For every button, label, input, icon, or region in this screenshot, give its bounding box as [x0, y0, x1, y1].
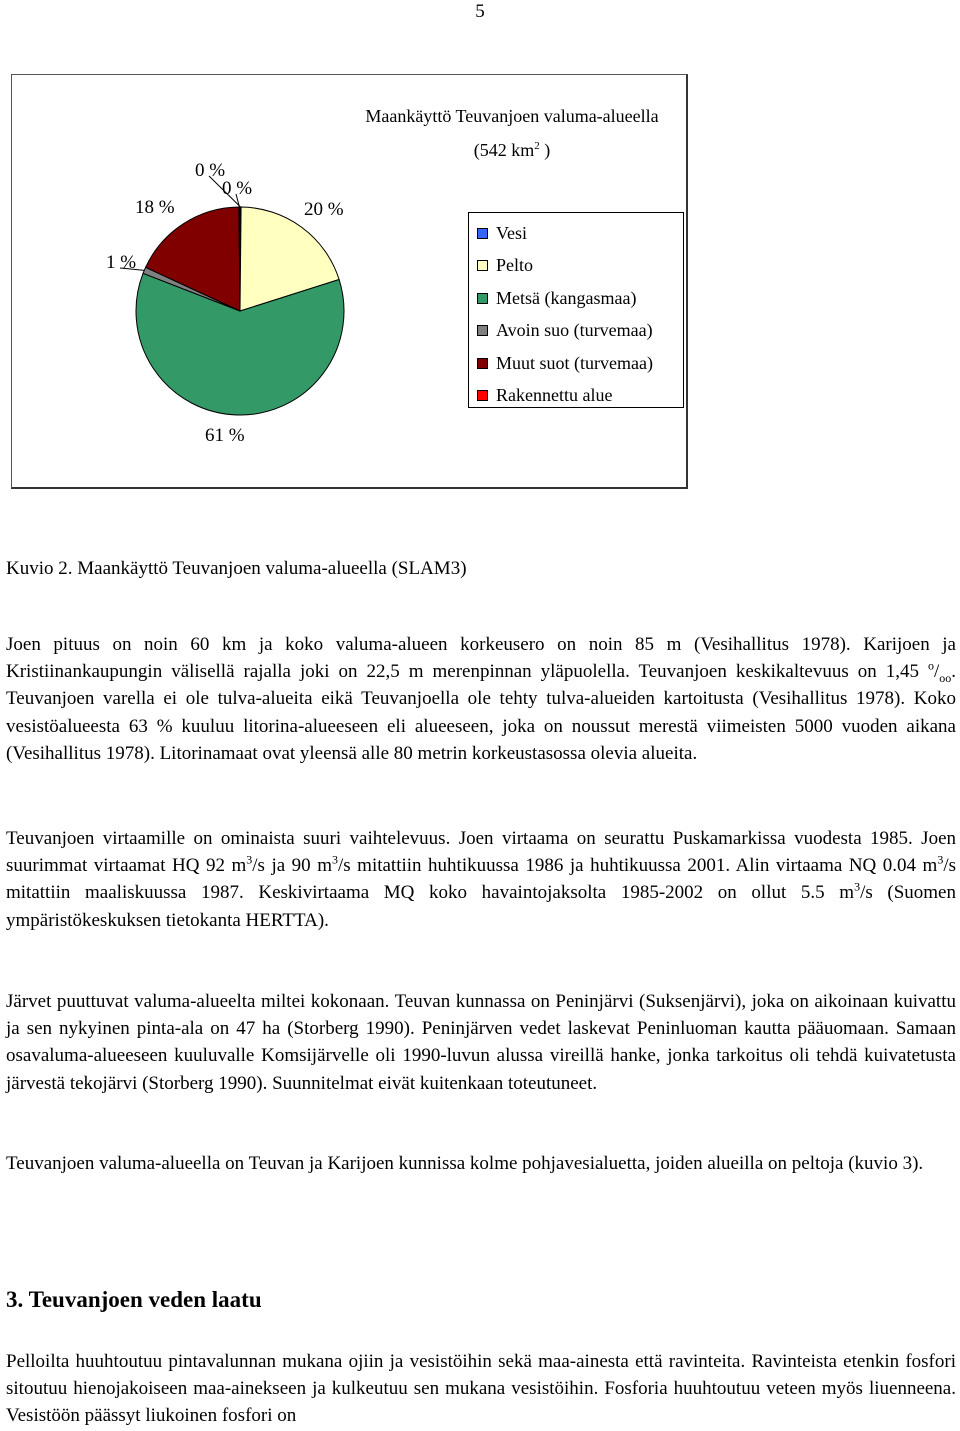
legend-label-5: Muut suot (turvemaa)	[496, 352, 653, 373]
section-heading: 3. Teuvanjoen veden laatu	[6, 1287, 262, 1312]
legend-swatch-3	[477, 293, 488, 304]
legend-label-3: Metsä (kangasmaa)	[496, 287, 637, 308]
paragraph-nutrients: Pelloilta huuhtoutuu pintavalunnan mukana ojiin ja vesistöihin sekä maa-ainesta että ravinteita. Ravinteista etenkin fosfori sitoutuu hienojakoiseen maa-ainekseen ja kulkeutuu sen mukana vesistöihin. Fosforia huuhtoutuu veteen myös liuenneena. Vesistöön päässyt liukoinen fosfori on	[6, 1351, 956, 1427]
legend-item-3	[477, 287, 636, 309]
legend-item-2	[477, 255, 533, 277]
pie-label-1: 0 %	[195, 160, 226, 181]
legend-item-5	[477, 352, 653, 374]
pie-label-2: 20 %	[304, 199, 344, 220]
legend-swatch-6	[477, 390, 488, 401]
p2-text-b: /s ja 90 m	[252, 855, 332, 877]
p1-sub: oo	[939, 671, 952, 685]
paragraph-lakes: Järvet puuttuvat valuma-alueelta miltei kokonaan. Teuvan kunnassa on Peninjärvi (Suksenjärvi), joka on aikoinaan kuivattu ja sen nykyinen pinta-ala on 47 ha (Storberg 1990). Peninjärven vedet laskevat Peninluoman kautta pääuomaan. Samaan osavaluma-alueeseen kuuluvalle Komsijärvelle oli 1990-luvun alussa vireillä hanke, jonka tarkoitus oli tehdä kuivatetusta järvestä tekojärvi (Storberg 1990). Suunnitelmat eivät kuitenkaan toteutuneet.	[6, 991, 956, 1094]
p2-text-d: /s mitattiin maaliskuussa 1987. Keskivirtaama MQ koko havaintojaksolta 1985-2002 on ollut 5.5 m	[6, 855, 957, 904]
pie-label-6: 0 %	[222, 178, 253, 199]
page-number: 5	[475, 1, 485, 22]
p1-text-a: Joen pituus on noin 60 km ja koko valuma-alueen korkeusero on noin 85 m (Vesihallitus 1978). Karijoen ja Kristiinankaupungin välisellä rajalla joki on 22,5 m merenpinnan yläpuolella. Teuvanjoen keskikaltevuus on 1,45	[6, 634, 956, 683]
p2-sup-3: 3	[937, 852, 944, 867]
pie-label-3: 61 %	[205, 425, 245, 446]
paragraph-groundwater: Teuvanjoen valuma-alueella on Teuvan ja Karijoen kunnissa kolme pohjavesialuetta, joiden alueilla on peltoja (kuvio 3).	[6, 1153, 924, 1174]
pie-label-4: 1 %	[106, 252, 137, 273]
legend-item-6	[477, 385, 612, 407]
legend-swatch-2	[477, 260, 488, 271]
legend-swatch-1	[477, 228, 488, 239]
chart-subtitle-close: )	[539, 140, 551, 160]
legend-item-1	[477, 222, 527, 244]
p2-sup-4: 3	[854, 880, 861, 895]
legend-label-2: Pelto	[496, 255, 534, 275]
legend-label-1: Vesi	[496, 222, 527, 243]
p1-slash: /	[933, 661, 940, 683]
pie-chart-figure	[11, 74, 688, 489]
paragraph-flow-rates	[6, 825, 956, 934]
p2-sup-1: 3	[246, 852, 253, 867]
p2-text-c: /s mitattiin huhtikuussa 1986 ja huhtikuussa 2001. Alin virtaama NQ 0.04 m	[337, 855, 938, 877]
pie-label-5: 18 %	[135, 197, 175, 218]
p2-text-a: Teuvanjoen virtaamille on ominaista suuri vaihtelevuus. Joen virtaama on seurattu Puskamarkissa vuodesta 1985. Joen suurimmat virtaamat HQ 92 m	[6, 828, 956, 877]
legend-swatch-4	[477, 325, 488, 336]
p2-text-e: /s (Suomen ympäristökeskuksen tietokanta HERTTA).	[6, 882, 956, 931]
chart-title: Maankäyttö Teuvanjoen valuma-alueella	[365, 106, 659, 126]
p1-sup: o	[927, 658, 934, 673]
legend-label-4: Avoin suo (turvemaa)	[496, 320, 653, 340]
chart-legend	[468, 212, 684, 408]
chart-subtitle-text: (542 km	[473, 140, 535, 160]
figure-caption: Kuvio 2. Maankäyttö Teuvanjoen valuma-alueella (SLAM3)	[6, 558, 467, 579]
paragraph-river-length	[6, 631, 956, 767]
chart-subtitle-sup: 2	[534, 140, 540, 152]
legend-item-4	[477, 320, 653, 342]
legend-swatch-5	[477, 358, 488, 369]
p2-sup-2: 3	[331, 852, 338, 867]
p1-text-b: . Teuvanjoen varella ei ole tulva-alueita eikä Teuvanjoella ole tehty tulva-alueiden kartoitusta (Vesihallitus 1978). Koko vesistöalueesta 63 % kuuluu litorina-alueeseen eli alueeseen, joka on noussut merestä viimeisten 5000 vuoden aikana (Vesihallitus 1978). Litorinamaat ovat yleensä alle 80 metrin korkeustasossa olevia alueita.	[6, 661, 956, 764]
legend-label-6: Rakennettu alue	[496, 385, 613, 405]
